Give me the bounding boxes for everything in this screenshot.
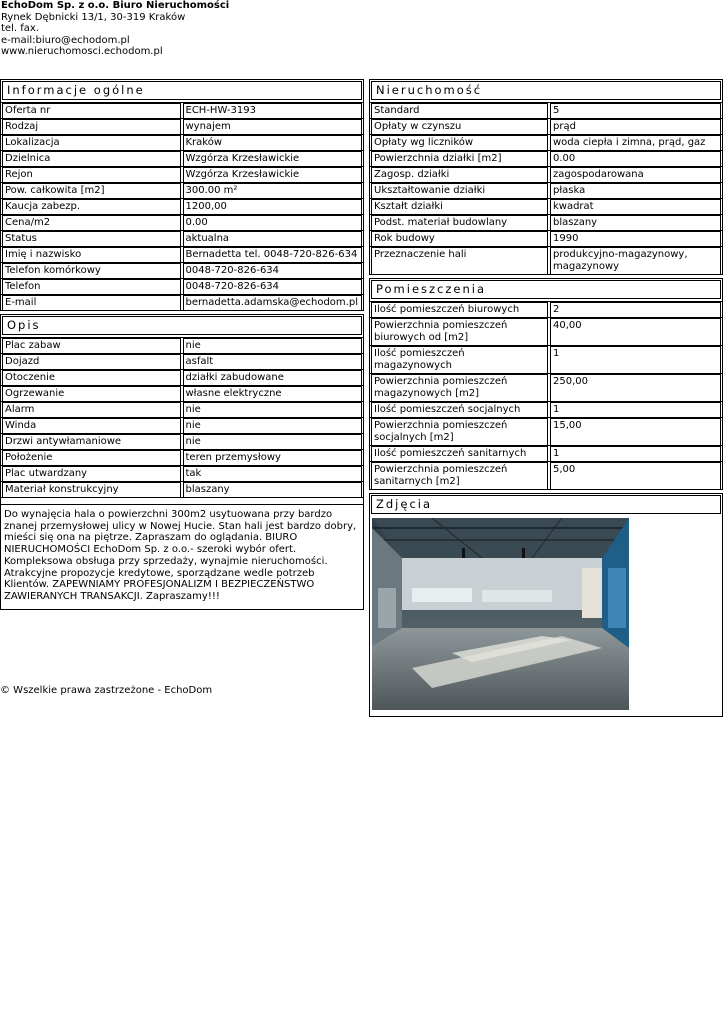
general-info-row [1, 183, 363, 199]
rooms-label: Powierzchnia pomieszczeń biurowych od [m2] [371, 318, 548, 345]
property-label: Standard [371, 103, 548, 118]
rooms-row [370, 318, 722, 346]
property-row [370, 151, 722, 167]
general-info-section [0, 79, 364, 311]
general-info-row [1, 231, 363, 247]
rooms-row [370, 302, 722, 318]
general-info-value: aktualna [183, 231, 363, 246]
property-value: produkcyjno-magazynowy, magazynowy [550, 247, 721, 274]
general-info-value: 300.00 m² [183, 183, 363, 198]
general-info-value: Wzgórza Krzesławickie [183, 151, 363, 166]
general-info-row [1, 135, 363, 151]
rooms-value: 1 [550, 402, 721, 417]
general-info-label: Cena/m2 [2, 215, 181, 230]
opis-section [0, 314, 364, 610]
rooms-section [369, 278, 723, 490]
photos-title: Zdjęcia [371, 495, 721, 514]
property-label: Zagosp. działki [371, 167, 548, 182]
company-tel: tel. fax. [1, 23, 39, 35]
property-label: Podst. materiał budowlany [371, 215, 548, 230]
property-value: woda ciepła i zimna, prąd, gaz [550, 135, 721, 150]
opis-label: Drzwi antywłamaniowe [2, 434, 181, 449]
rooms-title: Pomieszczenia [371, 280, 721, 299]
property-value: 1990 [550, 231, 721, 246]
general-info-value: ECH-HW-3193 [183, 103, 363, 118]
property-row [370, 247, 722, 275]
property-label: Przeznaczenie hali [371, 247, 548, 274]
rooms-row [370, 346, 722, 374]
property-row [370, 167, 722, 183]
rooms-value: 1 [550, 446, 721, 461]
general-info-value: 0048-720-826-634 [183, 263, 363, 278]
property-value: zagospodarowana [550, 167, 721, 182]
general-info-row [1, 119, 363, 135]
property-label: Ukształtowanie działki [371, 183, 548, 198]
opis-table [1, 338, 363, 498]
opis-row [1, 338, 363, 354]
general-info-row [1, 103, 363, 119]
general-info-label: Lokalizacja [2, 135, 181, 150]
general-info-value: 0048-720-826-634 [183, 279, 363, 294]
opis-row [1, 482, 363, 498]
property-row [370, 183, 722, 199]
opis-row [1, 402, 363, 418]
rooms-label: Powierzchnia pomieszczeń magazynowych [m2] [371, 374, 548, 401]
property-label: Kształt działki [371, 199, 548, 214]
property-value: blaszany [550, 215, 721, 230]
rooms-row [370, 462, 722, 490]
rooms-label: Ilość pomieszczeń sanitarnych [371, 446, 548, 461]
property-value: płaska [550, 183, 721, 198]
general-info-value: Kraków [183, 135, 363, 150]
general-info-label: Telefon komórkowy [2, 263, 181, 278]
opis-title: Opis [2, 316, 362, 335]
general-info-value: 0.00 [183, 215, 363, 230]
general-info-row [1, 295, 363, 311]
rooms-value: 1 [550, 346, 721, 373]
rooms-value: 5,00 [550, 462, 721, 489]
general-info-value: Wzgórza Krzesławickie [183, 167, 363, 182]
opis-row [1, 354, 363, 370]
opis-value: własne elektryczne [183, 386, 363, 401]
general-info-value: 1200,00 [183, 199, 363, 214]
rooms-label: Ilość pomieszczeń magazynowych [371, 346, 548, 373]
property-label: Rok budowy [371, 231, 548, 246]
rooms-label: Powierzchnia pomieszczeń sanitarnych [m2] [371, 462, 548, 489]
general-info-label: E-mail [2, 295, 181, 310]
opis-value: nie [183, 434, 363, 449]
general-info-row [1, 199, 363, 215]
general-info-row [1, 215, 363, 231]
opis-row [1, 386, 363, 402]
opis-row [1, 466, 363, 482]
general-info-value: bernadetta.adamska@echodom.pl [183, 295, 363, 310]
general-info-label: Status [2, 231, 181, 246]
opis-value: nie [183, 338, 363, 353]
property-label: Powierzchnia działki [m2] [371, 151, 548, 166]
opis-label: Plac zabaw [2, 338, 181, 353]
copyright-footer: © Wszelkie prawa zastrzeżone - EchoDom [0, 685, 213, 696]
offer-description: Do wynajęcia hala o powierzchni 300m2 usytuowana przy bardzo znanej przemysłowej ulicy w Nowej Hucie. Stan hali jest bardzo dobry, mieści się ona na piętrze. Zapraszam do oglądania. BIURO NIERUCHOMOŚCI EchoDom Sp. z o.o.- szeroki wybór ofert. Kompleksowa obsługa przy sprzedaży, wynajmie nieruchomości. Atrakcyjne propozycje kredytowe, sporządzane wedle potrzeb Klientów. ZAPEWNIAMY PROFESJONALIZM I BEZPIECZEŃSTWO ZAWIERANYCH TRANSAKCJI. Zapraszamy!!! [1, 505, 363, 610]
general-info-value: Bernadetta tel. 0048-720-826-634 [183, 247, 363, 262]
general-info-label: Pow. całkowita [m2] [2, 183, 181, 198]
rooms-label: Ilość pomieszczeń socjalnych [371, 402, 548, 417]
rooms-label: Powierzchnia pomieszczeń socjalnych [m2] [371, 418, 548, 445]
general-info-row [1, 263, 363, 279]
property-row [370, 231, 722, 247]
company-website: www.nieruchomosci.echodom.pl [1, 46, 163, 58]
agency-header [1, 0, 229, 58]
general-info-label: Dzielnica [2, 151, 181, 166]
right-column [369, 79, 723, 717]
company-address: Rynek Dębnicki 13/1, 30-319 Kraków [1, 11, 186, 23]
property-row [370, 103, 722, 119]
opis-label: Alarm [2, 402, 181, 417]
opis-row [1, 370, 363, 386]
warehouse-photo[interactable] [372, 518, 629, 710]
general-info-label: Telefon [2, 279, 181, 294]
general-info-label: Rodzaj [2, 119, 181, 134]
rooms-value: 15,00 [550, 418, 721, 445]
property-row [370, 199, 722, 215]
rooms-value: 40,00 [550, 318, 721, 345]
general-info-row [1, 151, 363, 167]
general-info-label: Rejon [2, 167, 181, 182]
property-row [370, 215, 722, 231]
rooms-row [370, 418, 722, 446]
opis-row [1, 434, 363, 450]
property-row [370, 119, 722, 135]
rooms-row [370, 446, 722, 462]
general-info-row [1, 167, 363, 183]
opis-value: nie [183, 418, 363, 433]
rooms-table [370, 302, 722, 490]
opis-label: Plac utwardzany [2, 466, 181, 481]
property-value: kwadrat [550, 199, 721, 214]
opis-label: Otoczenie [2, 370, 181, 385]
opis-label: Winda [2, 418, 181, 433]
general-info-row [1, 247, 363, 263]
opis-label: Dojazd [2, 354, 181, 369]
general-info-title: Informacje ogólne [2, 81, 362, 100]
opis-value: blaszany [183, 482, 363, 497]
general-info-value: wynajem [183, 119, 363, 134]
general-info-table [1, 103, 363, 311]
property-title: Nieruchomość [371, 81, 721, 100]
opis-label: Ogrzewanie [2, 386, 181, 401]
general-info-label: Imię i nazwisko [2, 247, 181, 262]
property-value: 0.00 [550, 151, 721, 166]
property-table [370, 103, 722, 275]
rooms-row [370, 374, 722, 402]
property-label: Opłaty wg liczników [371, 135, 548, 150]
left-column [0, 79, 364, 610]
opis-value: tak [183, 466, 363, 481]
opis-value: działki zabudowane [183, 370, 363, 385]
rooms-label: Ilość pomieszczeń biurowych [371, 302, 548, 317]
opis-row [1, 450, 363, 466]
general-info-label: Oferta nr [2, 103, 181, 118]
opis-value: teren przemysłowy [183, 450, 363, 465]
company-email: e-mail:biuro@echodom.pl [1, 34, 130, 46]
opis-label: Materiał konstrukcyjny [2, 482, 181, 497]
property-label: Opłaty w czynszu [371, 119, 548, 134]
property-row [370, 135, 722, 151]
opis-value: nie [183, 402, 363, 417]
rooms-value: 250,00 [550, 374, 721, 401]
property-value: 5 [550, 103, 721, 118]
rooms-value: 2 [550, 302, 721, 317]
general-info-label: Kaucja zabezp. [2, 199, 181, 214]
general-info-row [1, 279, 363, 295]
company-name: EchoDom Sp. z o.o. Biuro Nieruchomości [1, 0, 230, 11]
opis-row [1, 418, 363, 434]
opis-label: Położenie [2, 450, 181, 465]
property-section [369, 79, 723, 275]
property-value: prąd [550, 119, 721, 134]
opis-value: asfalt [183, 354, 363, 369]
rooms-row [370, 402, 722, 418]
photos-section [369, 493, 723, 717]
